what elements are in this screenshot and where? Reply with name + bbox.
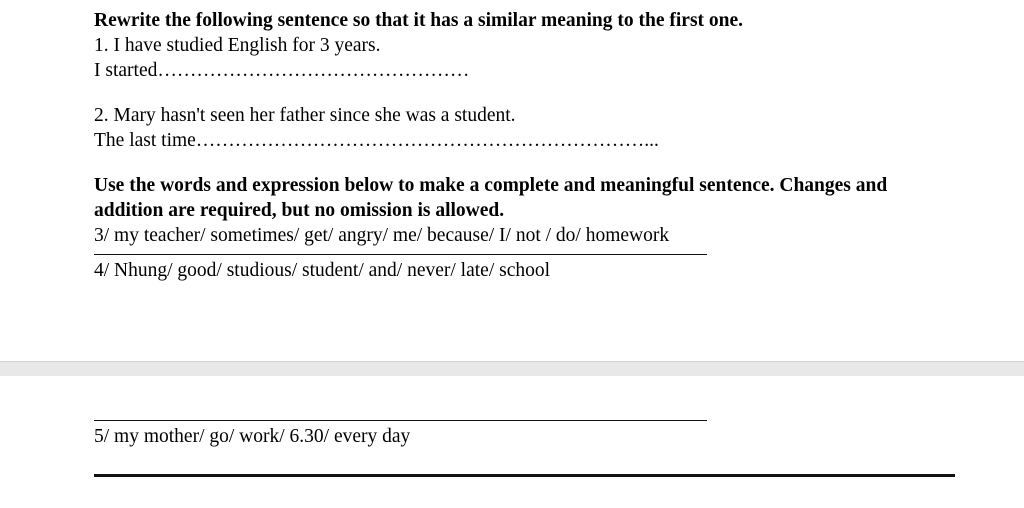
section-2-item-3: 3/ my teacher/ sometimes/ get/ angry/ me/ because/ I/ not / do/ homework xyxy=(94,225,670,246)
footer-divider xyxy=(94,474,955,477)
section-2-heading-line-2: addition are required, but no omission is allowed. xyxy=(94,200,505,221)
page-break-band xyxy=(0,362,1024,376)
section-1-item-3: 2. Mary hasn't seen her father since she was a student. xyxy=(94,105,516,126)
document-bottom-section xyxy=(0,420,1024,449)
answer-line-rule-bottom xyxy=(94,420,707,421)
answer-line-rule xyxy=(94,254,707,255)
section-2-item-4: 4/ Nhung/ good/ studious/ student/ and/ never/ late/ school xyxy=(94,260,551,281)
section-1-item-2: I started………………………………………… xyxy=(94,60,470,81)
paragraph-spacer-2 xyxy=(94,153,974,173)
text-column xyxy=(94,8,974,283)
text-column-bottom xyxy=(94,420,974,449)
section-2-heading-line-1: Use the words and expression below to make a complete and meaningful sentence. Changes and xyxy=(94,175,888,196)
paragraph-spacer xyxy=(94,83,974,103)
section-2-item-5: 5/ my mother/ go/ work/ 6.30/ every day xyxy=(94,426,411,447)
section-1-item-4: The last time……………………………………………………………... xyxy=(94,130,659,151)
section-1-heading: Rewrite the following sentence so that it has a similar meaning to the first one. xyxy=(94,10,744,31)
section-1-item-1: 1. I have studied English for 3 years. xyxy=(94,35,381,56)
